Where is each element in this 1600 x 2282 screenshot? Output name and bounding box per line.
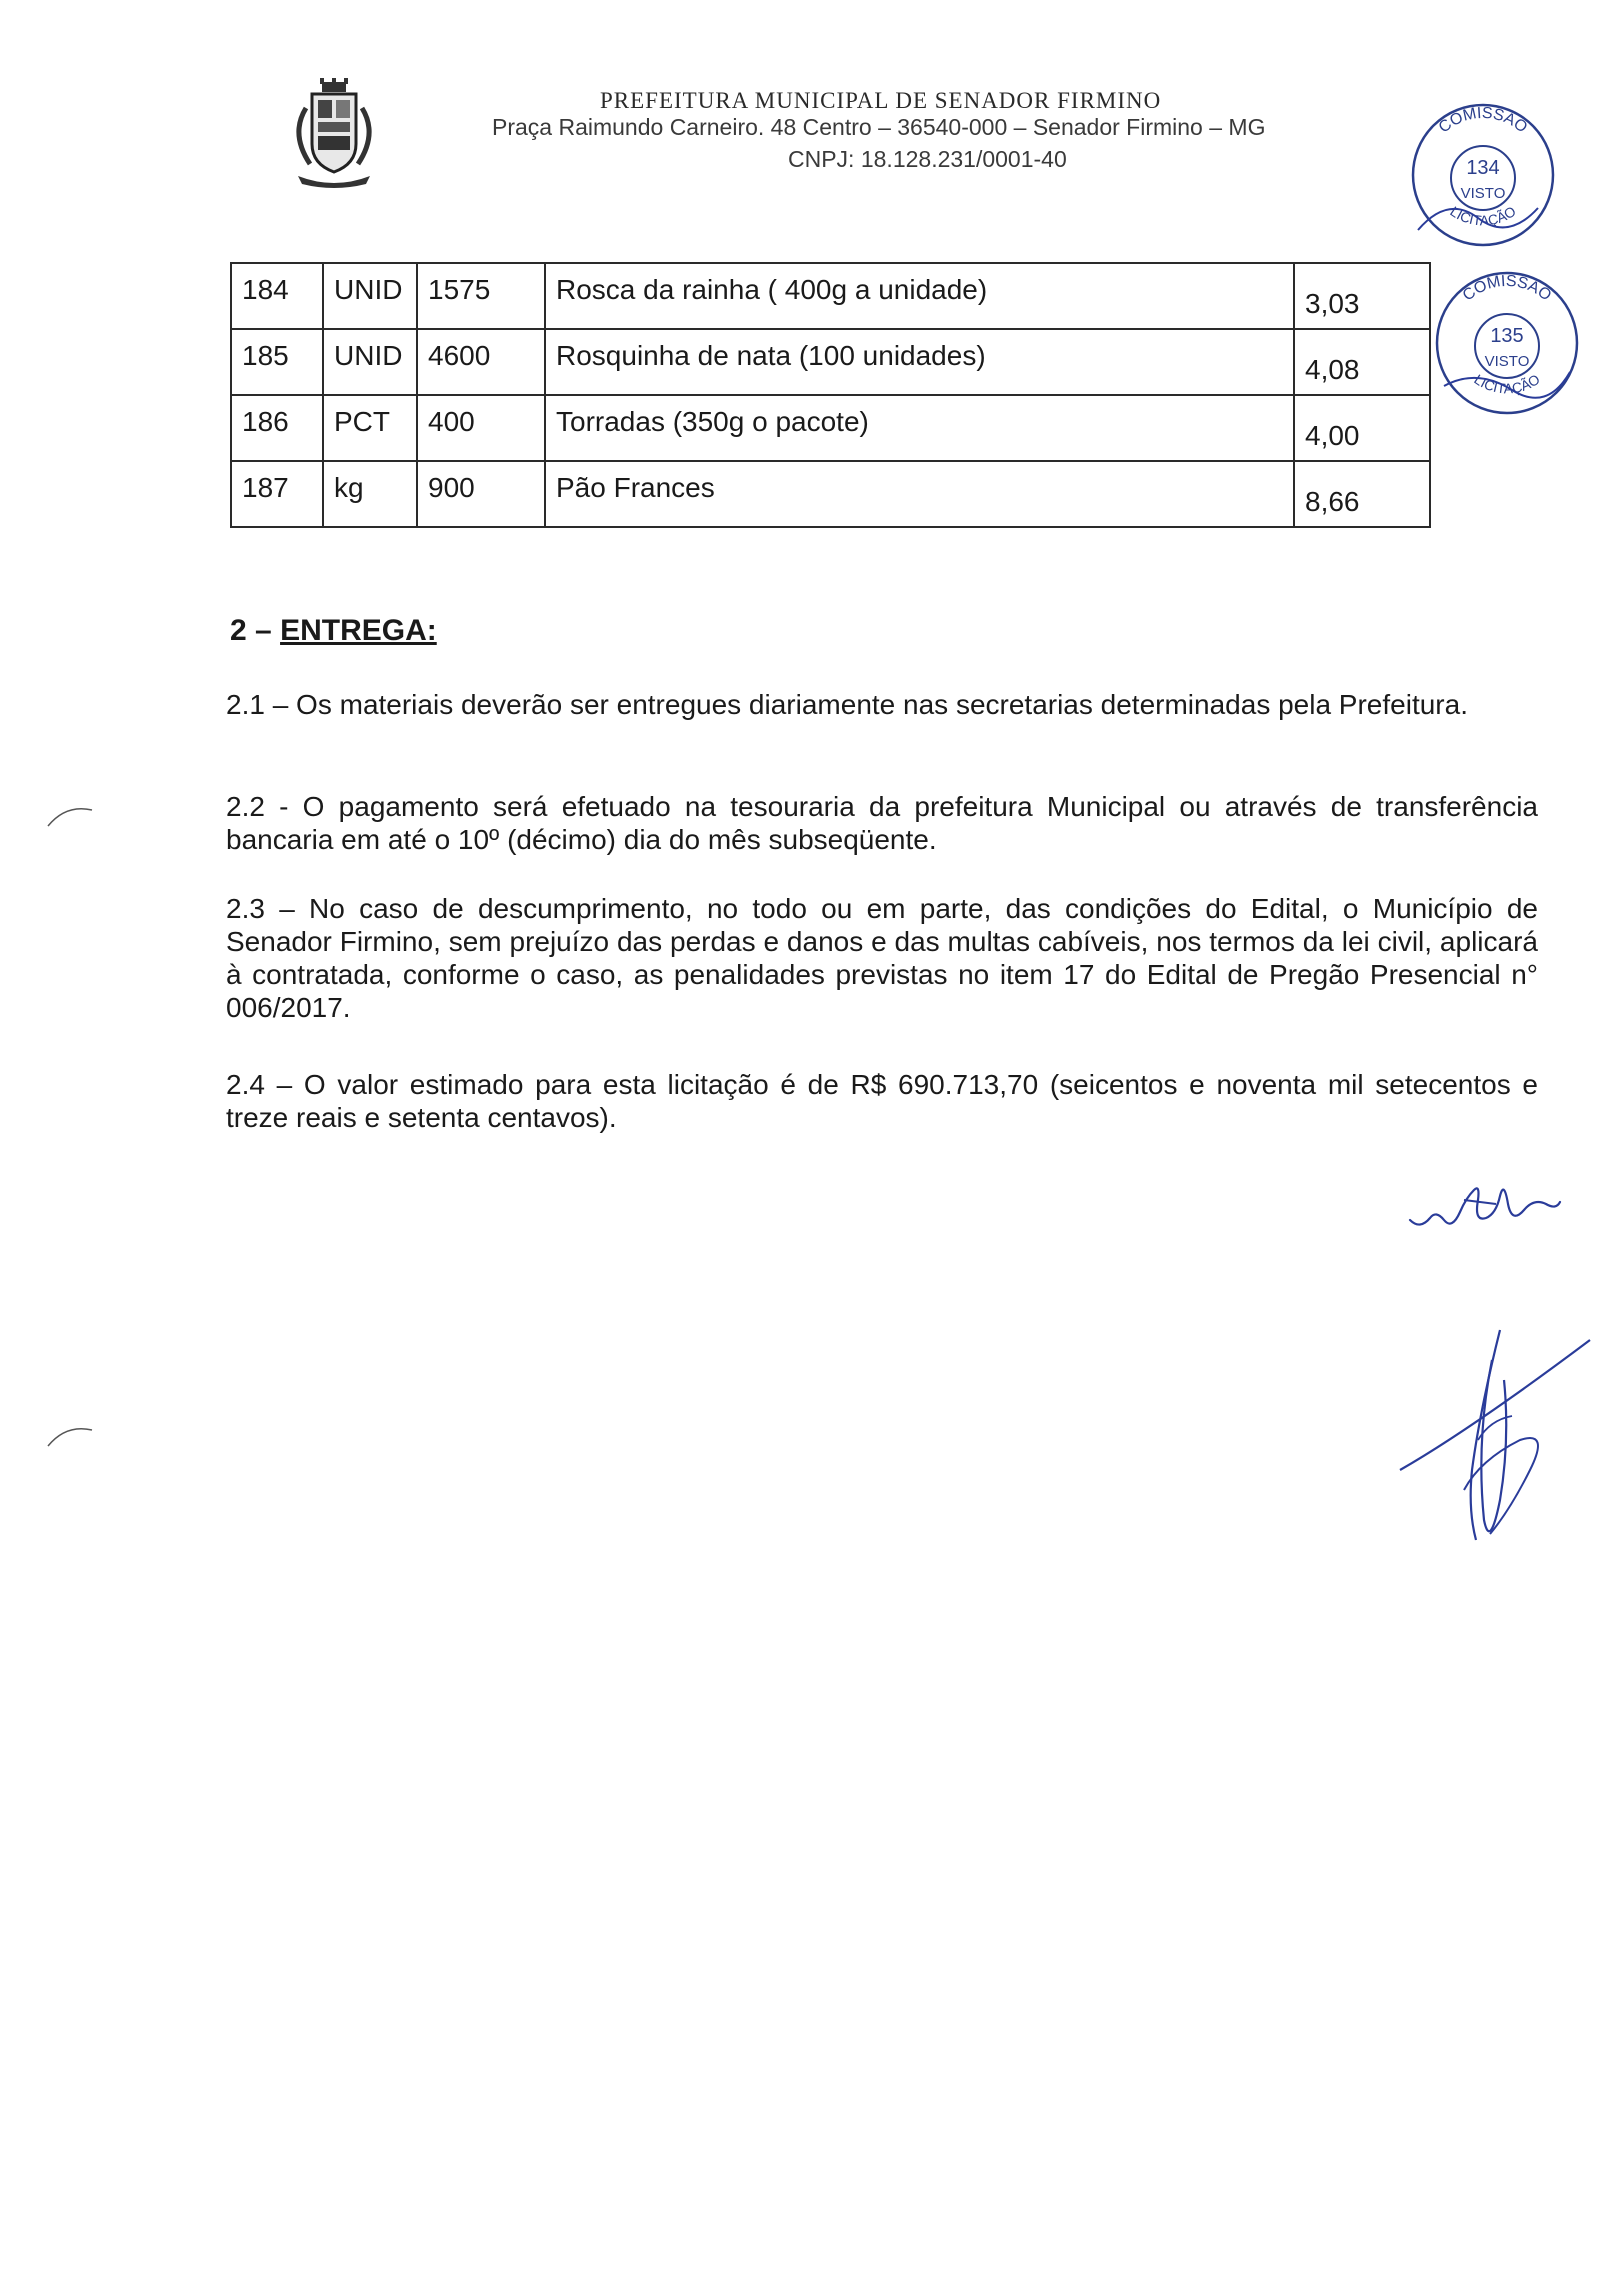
svg-text:COMISSÃO [1460, 273, 1555, 305]
stamp-number: 134 [1466, 157, 1500, 179]
price-cell: 8,66 [1294, 461, 1430, 527]
stamp-bottom-text: LICITAÇÃO [1447, 202, 1519, 229]
paragraph-2-3: 2.3 – No caso de descumprimento, no todo ou em parte, das condições do Edital, o Município de Senador Firmino, sem prejuízo das perdas e danos e das multas cabíveis, nos termos da lei civil, aplicará à contratada, conforme o caso, as penalidades previstas no item 17 do Edital de Pregão Presencial n° 006/2017. [226, 893, 1538, 1023]
item-number-cell: 184 [231, 263, 323, 329]
punch-hole-mark [46, 1420, 96, 1450]
quantity-cell: 1575 [417, 263, 545, 329]
description-cell: Torradas (350g o pacote) [545, 395, 1294, 461]
svg-text:LICITAÇÃO [1447, 203, 1518, 229]
stamp-middle-text: VISTO [1484, 353, 1530, 370]
price-cell: 4,00 [1294, 395, 1430, 461]
handwritten-signature [1380, 1320, 1600, 1560]
section-heading [230, 614, 437, 648]
quantity-cell: 4600 [417, 329, 545, 395]
items-table [230, 262, 1431, 528]
section-title: ENTREGA: [280, 614, 437, 647]
paragraph-2-4: 2.4 – O valor estimado para esta licitação é de R$ 690.713,70 (seicentos e noventa mil setecentos e treze reais e setenta centavos). [226, 1069, 1538, 1133]
description-cell: Rosca da rainha ( 400g a unidade) [545, 263, 1294, 329]
stamp-top-text: COMISSÃO [1435, 104, 1531, 137]
svg-text:LICITAÇÃO [1471, 371, 1542, 397]
unit-cell: UNID [323, 263, 417, 329]
unit-cell: kg [323, 461, 417, 527]
commission-stamp [1432, 268, 1582, 418]
stamp-middle-text: VISTO [1460, 185, 1506, 202]
header-cnpj: CNPJ: 18.128.231/0001-40 [788, 146, 1067, 172]
table-row [231, 461, 1430, 527]
stamp-number: 135 [1490, 325, 1524, 347]
header-title: PREFEITURA MUNICIPAL DE SENADOR FIRMINO [600, 88, 1162, 113]
stamp-bottom-text: LICITAÇÃO [1471, 370, 1543, 397]
item-number-cell: 186 [231, 395, 323, 461]
municipal-coat-of-arms-logo [284, 78, 384, 190]
item-number-cell: 185 [231, 329, 323, 395]
item-number-cell: 187 [231, 461, 323, 527]
paragraph-2-2: 2.2 - O pagamento será efetuado na tesouraria da prefeitura Municipal ou através de transferência bancaria em até o 10º (décimo) dia do mês subseqüente. [226, 791, 1538, 855]
description-cell: Rosquinha de nata (100 unidades) [545, 329, 1294, 395]
table-row [231, 395, 1430, 461]
unit-cell: PCT [323, 395, 417, 461]
section-number: 2 – [230, 614, 272, 647]
paragraph-2-1: 2.1 – Os materiais deverão ser entregues diariamente nas secretarias determinadas pela Prefeitura. [226, 689, 1468, 720]
price-cell: 4,08 [1294, 329, 1430, 395]
quantity-cell: 400 [417, 395, 545, 461]
commission-stamp [1408, 100, 1558, 250]
svg-text:COMISSÃO [1436, 105, 1531, 137]
header-address: Praça Raimundo Carneiro. 48 Centro – 36540-000 – Senador Firmino – MG [492, 114, 1266, 140]
price-cell: 3,03 [1294, 263, 1430, 329]
table-row [231, 263, 1430, 329]
stamp-top-text: COMISSÃO [1459, 272, 1555, 305]
handwritten-signature [1400, 1160, 1570, 1250]
punch-hole-mark [46, 800, 96, 830]
table-row [231, 329, 1430, 395]
quantity-cell: 900 [417, 461, 545, 527]
description-cell: Pão Frances [545, 461, 1294, 527]
unit-cell: UNID [323, 329, 417, 395]
